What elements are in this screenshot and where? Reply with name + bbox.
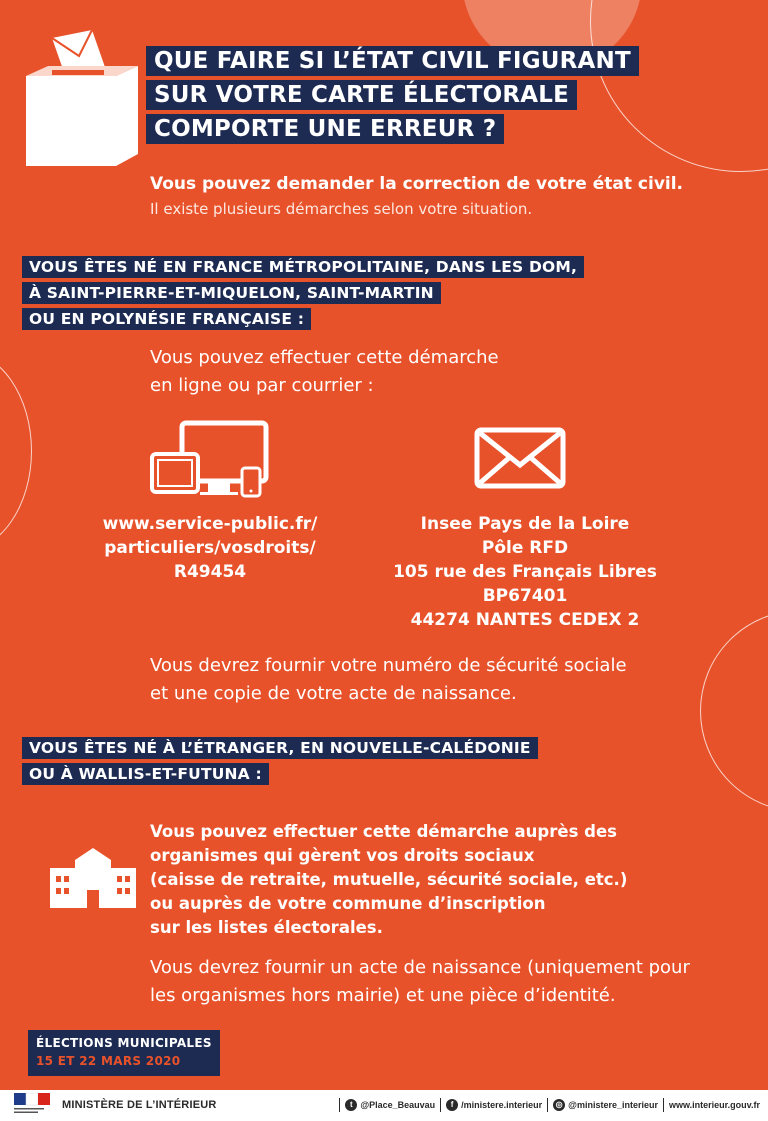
intro-bold-text: Vous pouvez demander la correction de votre état civil. [150,174,684,194]
section1-documents [150,652,627,708]
website-link[interactable]: www.interieur.gouv.fr [668,1100,760,1110]
twitter-icon: t [345,1099,357,1111]
section2-heading-line-1: VOUS ÊTES NÉ À L’ÉTRANGER, EN NOUVELLE-CALÉDONIE [22,737,538,759]
online-url-line-2: particuliers/vosdroits/ [104,538,316,558]
title-line-3: COMPORTE UNE ERREUR ? [146,114,504,144]
devices-icon [148,420,272,498]
online-url-line-3: R49454 [173,562,247,582]
section1-heading-line-3: OU EN POLYNÉSIE FRANÇAISE : [22,308,311,330]
postal-address-line-3: 105 rue des Français Libres [393,562,657,582]
intro-sub-text: Il existe plusieurs démarches selon votre situation. [150,200,533,218]
section2-text-line-5: sur les listes électorales. [150,918,383,937]
facebook-icon: f [446,1099,458,1111]
instagram-handle[interactable]: @ministere_interieur [568,1100,658,1110]
intro [150,174,750,218]
section2-text [150,820,750,940]
envelope-icon [474,427,566,489]
section1-text-line-1: Vous pouvez effectuer cette démarche [150,347,499,368]
republique-francaise-logo [14,1093,52,1115]
page-title [146,46,639,148]
ballot-box-icon [22,26,140,172]
section2-documents-line-1: Vous devrez fournir un acte de naissance (uniquement pour [150,957,690,978]
decorative-circle-ring-right [700,610,768,812]
election-badge [28,1030,220,1076]
section2-text-line-2: organismes qui gèrent vos droits sociaux [150,846,535,865]
postal-address-line-5: 44274 NANTES CEDEX 2 [410,610,640,630]
section2-documents [150,954,750,1010]
title-line-2: SUR VOTRE CARTE ÉLECTORALE [146,80,577,110]
title-line-1: QUE FAIRE SI L’ÉTAT CIVIL FIGURANT [146,46,639,76]
twitter-handle[interactable]: @Place_Beauvau [360,1100,436,1110]
postal-address-line-2: Pôle RFD [481,538,569,558]
section1-documents-line-2: et une copie de votre acte de naissance. [150,683,517,704]
postal-address [375,512,675,632]
footer [0,1090,768,1121]
postal-address-line-4: BP67401 [482,586,568,606]
online-url [60,512,360,584]
section1-heading-line-2: À SAINT-PIERRE-ET-MIQUELON, SAINT-MARTIN [22,282,441,304]
section2-text-line-3: (caisse de retraite, mutuelle, sécurité sociale, etc.) [150,870,628,889]
section2-heading-line-2: OU À WALLIS-ET-FUTUNA : [22,763,269,785]
section1-heading-line-1: VOUS ÊTES NÉ EN FRANCE MÉTROPOLITAINE, DANS LES DOM, [22,256,584,278]
section2-text-line-1: Vous pouvez effectuer cette démarche auprès des [150,822,617,841]
section2-heading [22,737,538,789]
section2-documents-line-2: les organismes hors mairie) et une pièce d’identité. [150,985,616,1006]
section1-documents-line-1: Vous devrez fournir votre numéro de sécurité sociale [150,655,627,676]
section2-text-line-4: ou auprès de votre commune d’inscription [150,894,546,913]
section1-text [150,344,499,400]
election-badge-date: 15 ET 22 MARS 2020 [36,1054,181,1068]
postal-address-line-1: Insee Pays de la Loire [420,514,630,534]
ministry-name: MINISTÈRE DE L’INTÉRIEUR [62,1099,217,1111]
building-icon [48,846,138,910]
facebook-handle[interactable]: /ministere.interieur [461,1100,543,1110]
section1-heading [22,256,584,334]
online-url-line-1: www.service-public.fr/ [102,514,318,534]
instagram-icon: ◎ [553,1099,565,1111]
social-links [334,1098,760,1112]
section1-text-line-2: en ligne ou par courrier : [150,375,374,396]
decorative-circle-ring-left [0,350,32,552]
election-badge-title: ÉLECTIONS MUNICIPALES [36,1036,212,1050]
